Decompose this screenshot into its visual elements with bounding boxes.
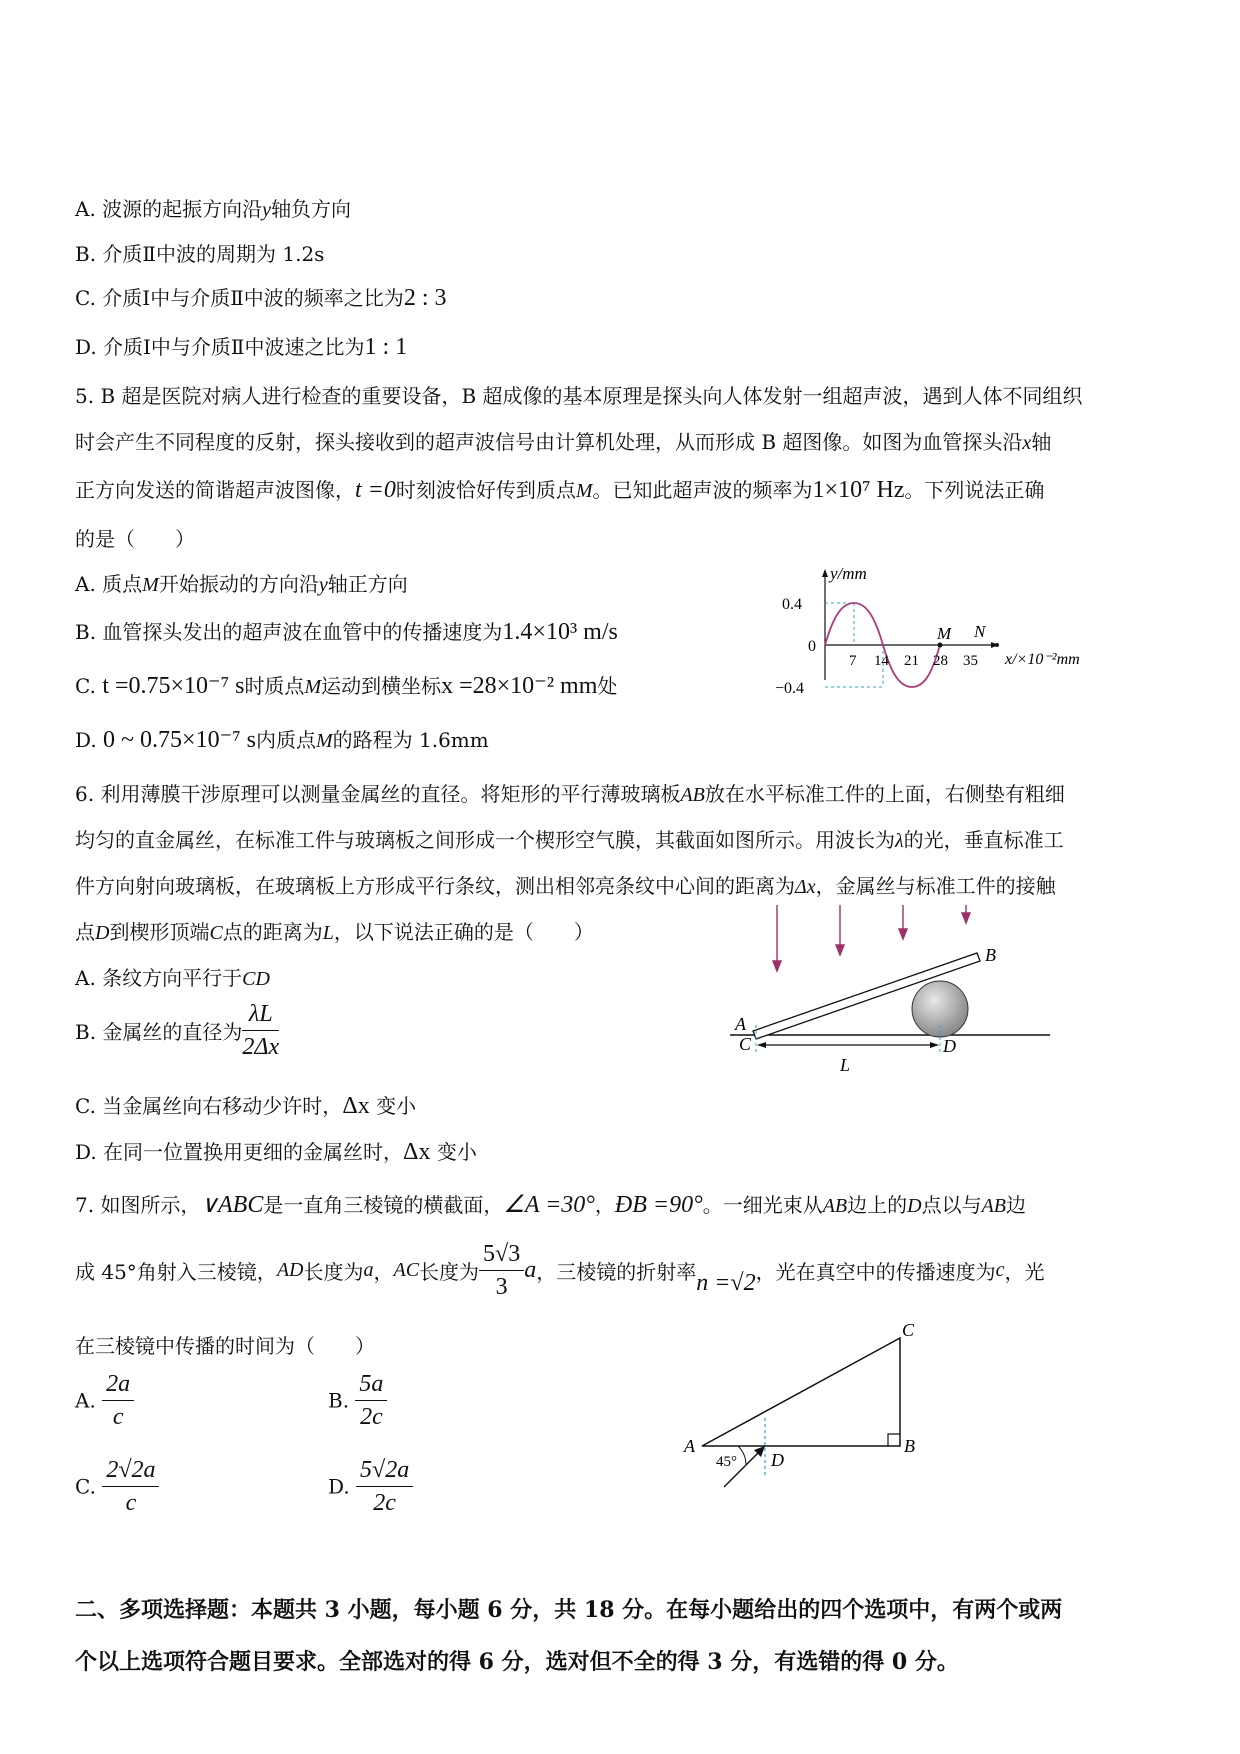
var-M: M: [315, 730, 333, 752]
var-AC: AC: [393, 1259, 420, 1281]
q6-option-a-text: A. 条纹方向平行于: [75, 966, 243, 990]
q6-stem-text2: 均匀的直金属丝，在标准工件与玻璃板之间形成一个楔形空气膜，其截面如图所示。用波长为: [75, 828, 895, 852]
q4-option-c: [75, 284, 446, 312]
x-tick-14: 14: [874, 653, 889, 669]
q7-stem-text2d: 长度为: [419, 1260, 480, 1284]
q5-stem-text3a: 正方向发送的简谐超声波图像，: [75, 478, 355, 502]
label-C: C: [739, 1034, 752, 1054]
var-lambda: λ: [895, 830, 904, 852]
q5-option-c-math1: t =0.75×10⁻⁷ s: [102, 673, 245, 699]
y-tick-0.4: 0.4: [782, 596, 802, 613]
q5-option-d-math: 0 ~ 0.75×10⁻⁷ s: [103, 727, 256, 753]
var-AB: AB: [680, 784, 705, 806]
q6-option-d: [75, 1138, 477, 1166]
label-L: L: [840, 1055, 851, 1075]
fraction-numerator: 5√2a: [356, 1456, 413, 1487]
q5-stem-text3d: 。下列说法正确: [904, 478, 1045, 502]
q5-option-a: [75, 570, 408, 599]
q7-stem-line2: [75, 1240, 1044, 1301]
q4-option-a-text: A. 波源的起振方向沿: [75, 197, 263, 221]
q7-comma: ，: [594, 1193, 615, 1217]
point-M: [938, 643, 943, 648]
var-a: a: [524, 1257, 537, 1283]
q6-stem-text4a: 点: [75, 920, 95, 944]
q5-stem-line2: [75, 428, 1051, 457]
q6-stem-text3a: 件方向射向玻璃板，在玻璃板上方形成平行条纹，测出相邻亮条纹中心间的距离为: [75, 874, 795, 898]
q7-stem-text1e: 点以与: [921, 1193, 982, 1217]
q7-stem-text1f: 边: [1006, 1193, 1027, 1217]
fraction-denominator: 3: [495, 1274, 508, 1300]
var-delta-x: Δx: [403, 1139, 431, 1165]
q5-stem-line1: [75, 382, 1083, 410]
q5-option-c-label: C.: [75, 674, 103, 698]
q5-option-c-text: 时质点: [244, 674, 305, 698]
q5-stem-text1: 5. B 超是医院对病人进行检查的重要设备，B 超成像的基本原理是探头向人体发射一组超声波，遇到人体不同组织: [75, 384, 1083, 408]
var-c: c: [995, 1259, 1005, 1281]
q6-option-d-tail: 变小: [436, 1140, 477, 1164]
q6-stem-text4d: ，以下说法正确的是（ ）: [333, 920, 594, 944]
q6-stem-text2b: 的光，垂直标准工: [903, 828, 1064, 852]
q6-stem-line2: [75, 826, 1064, 855]
q6-wedge-figure: [725, 905, 1055, 1080]
q7-ac-fraction: [479, 1240, 524, 1301]
var-y: y: [262, 199, 272, 221]
q7-stem-text2f: ，光在真空中的传播速度为: [755, 1260, 996, 1284]
y-tick-0: 0: [808, 638, 816, 655]
q6-stem-text1a: 6. 利用薄膜干涉原理可以测量金属丝的直径。将矩形的平行薄玻璃板: [75, 782, 681, 806]
var-delta-x: Δx: [795, 876, 816, 898]
q6-option-c-tail: 变小: [376, 1094, 417, 1118]
q7-stem-text2b: 长度为: [303, 1260, 364, 1284]
q5-time-expr: t =0: [355, 477, 396, 503]
q5-option-a-text2: 开始振动的方向沿: [158, 572, 319, 596]
q5-option-b-text: B. 血管探头发出的超声波在血管中的传播速度为: [75, 620, 503, 644]
q7-refractive-index: n =√2: [696, 1270, 756, 1296]
q7-angle-a: ∠A =30°: [503, 1192, 595, 1218]
q4-option-d-math: 1 : 1: [364, 334, 408, 360]
q5-option-b: [75, 618, 618, 646]
q7-stem-text1c: 。一细光束从: [702, 1193, 823, 1217]
q7-stem-text3: 在三棱镜中传播的时间为（ ）: [75, 1334, 375, 1358]
q4-option-a-tail: 轴负方向: [271, 197, 352, 221]
right-angle-mark: [888, 1434, 900, 1446]
q5-stem-text2b: 轴: [1031, 430, 1052, 454]
x-tick-7: 7: [849, 653, 857, 669]
x-tick-28: 28: [933, 653, 948, 669]
option-label: A.: [75, 1388, 96, 1413]
var-D: D: [907, 1195, 922, 1217]
q7-option-d: [328, 1456, 413, 1517]
var-C: C: [209, 922, 223, 944]
q7-stem-line1: [75, 1191, 1026, 1220]
section-2-line2: 个以上选项符合题目要求。全部选对的得 6 分，选对但不全的得 3 分，有选错的得 0 分。: [75, 1649, 959, 1675]
fraction-denominator: 2c: [373, 1490, 396, 1516]
option-label: C.: [75, 1474, 96, 1499]
q5-option-d-label: D.: [75, 728, 104, 752]
q7-stem-line3: [75, 1332, 375, 1360]
q5-option-c: [75, 672, 617, 701]
q4-option-b-text: B. 介质Ⅱ中波的周期为 1.2s: [75, 242, 325, 266]
fraction-numerator: 5√3: [479, 1240, 524, 1271]
var-y: y: [318, 574, 328, 596]
q4-option-c-math: 2 : 3: [403, 285, 447, 311]
q5-option-c-text2: 运动到横坐标: [321, 674, 442, 698]
label-B: B: [985, 945, 996, 965]
q7-option-b: [328, 1370, 387, 1431]
triangle-abc: [702, 1338, 900, 1446]
incident-rays: [773, 905, 970, 971]
q7-option-a: [75, 1370, 134, 1431]
q7-prism-figure: [680, 1318, 950, 1503]
section-2-line1: 二、多项选择题：本题共 3 小题，每小题 6 分，共 18 分。在每小题给出的四个选项中，有两个或两: [75, 1597, 1063, 1623]
x-axis-label: x/×10⁻²mm: [1005, 651, 1080, 668]
label-C: C: [902, 1320, 915, 1340]
q5-option-c-text3: 处: [597, 674, 618, 698]
y-axis-arrow: [822, 569, 828, 577]
q6-option-d-text: D. 在同一位置换用更细的金属丝时，: [75, 1140, 404, 1164]
q4-option-d: [75, 333, 407, 361]
label-A: A: [735, 1014, 746, 1034]
q6-option-c: [75, 1092, 416, 1120]
q7-option-b-fraction: [355, 1370, 387, 1431]
q6-option-b: [75, 1000, 279, 1061]
var-x: x: [1022, 432, 1032, 454]
var-a: a: [363, 1259, 374, 1281]
q6-option-c-text: C. 当金属丝向右移动少许时，: [75, 1094, 343, 1118]
q6-option-b-text: B. 金属丝的直径为: [75, 1020, 243, 1044]
q7-stem-text2a: 成 45°角射入三棱镜，: [75, 1260, 277, 1284]
q4-option-c-text: C. 介质Ⅰ中与介质Ⅱ中波的频率之比为: [75, 286, 404, 310]
fraction-denominator: 2c: [360, 1404, 383, 1430]
q7-option-d-fraction: [356, 1456, 413, 1517]
var-D: D: [95, 922, 110, 944]
var-M: M: [575, 480, 593, 502]
q5-frequency: 1×10⁷ Hz: [812, 477, 905, 503]
y-axis-label: y/mm: [830, 565, 867, 583]
q5-stem-text2a: 时会产生不同程度的反射，探头接收到的超声波信号由计算机处理，从而形成 B 超图像。如图为血管探头沿: [75, 430, 1023, 454]
q7-stem-text2e: ，三棱镜的折射率: [536, 1260, 697, 1284]
q7-option-c: [75, 1456, 159, 1517]
q5-option-d-text2: 的路程为 1.6mm: [332, 728, 489, 752]
q5-option-d-text: 内质点: [255, 728, 316, 752]
q7-option-c-fraction: [102, 1456, 159, 1517]
label-N: N: [974, 622, 986, 641]
q7-angle-b: ÐB =90°: [614, 1192, 703, 1218]
var-CD: CD: [242, 968, 270, 990]
q5-option-d: [75, 726, 489, 755]
q5-option-b-math: 1.4×10³ m/s: [502, 619, 618, 645]
var-delta-x: Δx: [342, 1093, 370, 1119]
q6-stem-line3: [75, 872, 1056, 901]
fraction-numerator: 2a: [102, 1370, 134, 1401]
fraction-numerator: 2√2a: [102, 1456, 159, 1487]
fraction-numerator: 5a: [355, 1370, 387, 1401]
label-D: D: [943, 1036, 956, 1056]
q4-option-a: [75, 195, 351, 224]
y-tick-neg0.4: −0.4: [775, 680, 805, 695]
q5-stem-text4: 的是（ ）: [75, 527, 195, 551]
label-angle: 45°: [716, 1454, 737, 1470]
q6-stem-text3b: ，金属丝与标准工件的接触: [815, 874, 1056, 898]
var-M: M: [304, 676, 322, 698]
x-tick-35: 35: [963, 653, 978, 669]
q5-stem-line4: [75, 525, 195, 553]
fraction-numerator: λL: [242, 1000, 279, 1031]
q6-option-b-fraction: [242, 1000, 279, 1061]
q7-stem-text2c: ，: [373, 1260, 394, 1284]
q7-stem-text1d: 边上的: [847, 1193, 908, 1217]
q7-stem-text2g: ，光: [1004, 1260, 1045, 1284]
label-D: D: [771, 1450, 784, 1470]
var-AB: AB: [822, 1195, 848, 1217]
q7-triangle: ∨ABC: [200, 1192, 264, 1218]
x-tick-21: 21: [904, 653, 919, 669]
var-L: L: [322, 922, 334, 944]
q4-option-b: [75, 240, 324, 268]
q5-stem-text3c: 。已知此超声波的频率为: [592, 478, 813, 502]
metal-wire: [912, 981, 968, 1037]
option-label: B.: [328, 1388, 350, 1413]
q7-option-a-fraction: [102, 1370, 134, 1431]
q6-option-a: [75, 964, 270, 993]
var-M: M: [142, 574, 159, 596]
label-M: M: [937, 624, 952, 643]
q5-option-c-math2: x =28×10⁻² mm: [441, 673, 598, 699]
angle-arc: [738, 1446, 746, 1465]
q7-stem-text1a: 7. 如图所示，: [75, 1193, 201, 1217]
label-B: B: [904, 1436, 915, 1456]
q5-option-a-text3: 轴正方向: [327, 572, 408, 596]
q4-option-d-text: D. 介质Ⅰ中与介质Ⅱ中波速之比为: [75, 335, 365, 359]
option-label: D.: [328, 1474, 350, 1499]
q6-stem-line1: [75, 780, 1065, 809]
q6-stem-line4: [75, 918, 594, 947]
q5-wave-graph: [770, 565, 1100, 695]
var-AD: AD: [276, 1259, 304, 1281]
fraction-denominator: 2Δx: [242, 1034, 280, 1060]
fraction-denominator: c: [125, 1490, 137, 1516]
fraction-denominator: c: [112, 1404, 124, 1430]
q6-stem-text1b: 放在水平标准工件的上面，右侧垫有粗细: [704, 782, 1065, 806]
q7-stem-text1b: 是一直角三棱镜的横截面，: [263, 1193, 504, 1217]
label-A: A: [684, 1436, 695, 1456]
q5-stem-text3b: 时刻波恰好传到质点: [395, 478, 576, 502]
q5-option-a-text: A. 质点: [75, 572, 143, 596]
q6-stem-text4b: 到楔形顶端: [109, 920, 210, 944]
q6-stem-text4c: 点的距离为: [222, 920, 323, 944]
q5-stem-line3: [75, 476, 1044, 505]
section-2-heading: [75, 1584, 1175, 1688]
var-AB: AB: [981, 1195, 1007, 1217]
point-N: [995, 643, 999, 647]
